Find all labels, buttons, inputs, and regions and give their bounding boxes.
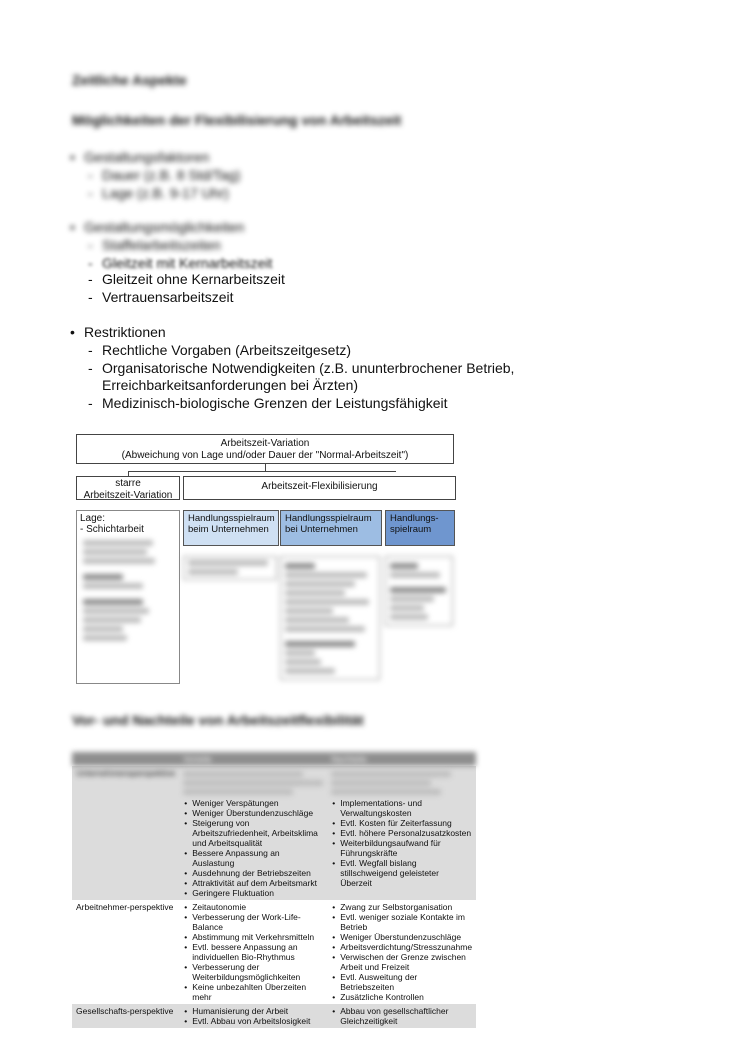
gestaltungsfaktoren-item: - Lage (z.B. 9-17 Uhr): [102, 184, 229, 202]
list-item: • Ausdehnung der Betriebszeiten: [192, 868, 323, 878]
gestaltungsmoeglichkeiten-item: - Vertrauensarbeitszeit: [102, 288, 234, 306]
list-item: • Abbau von gesellschaftlicher Gleichzeitigkeit: [340, 1006, 472, 1026]
diagram-col2-header: [280, 510, 382, 546]
connector: [128, 471, 396, 472]
list-item: • Evtl. bessere Anpassung an individuellen Bio-Rhythmus: [192, 942, 323, 962]
diagram-col3-line1: Handlungs-: [390, 513, 439, 524]
list-item: • Steigerung von Arbeitszufriedenheit, Arbeitsklima und Arbeitsqualität: [192, 818, 323, 848]
diagram-col3-content: [385, 556, 453, 626]
diagram-col3-header: [385, 510, 455, 546]
table-cell-blurred: [183, 771, 323, 795]
section-heading: Zeitliche Aspekte: [72, 72, 187, 88]
gestaltungsfaktoren-item: - Dauer (z.B. 8 Std/Tag): [102, 166, 241, 184]
diagram-col1-line1: Handlungsspielraum: [188, 513, 275, 524]
list-item: • Evtl. Ausweitung der Betriebszeiten: [340, 972, 472, 992]
diagram-col1-content: [183, 556, 277, 580]
diagram-col1-header: [183, 510, 279, 546]
list-item: • Weniger Überstundenzuschläge: [340, 932, 472, 942]
table-row-nachteile: [331, 902, 472, 1002]
diagram-top-title: Arbeitszeit-Variation: [220, 438, 310, 449]
restriktionen-item: - Organisatorische Notwendigkeiten (z.B. ununterbrochener Betrieb,: [102, 359, 514, 377]
table-row-vorteile: [183, 902, 323, 1002]
diagram-lage-box: [76, 510, 180, 684]
vor-nachteile-table: [72, 752, 476, 1028]
diagram-flexibilisierung-label: Arbeitszeit-Flexibilisierung: [261, 481, 378, 492]
table-row-vorteile: [183, 798, 323, 898]
diagram-starre-box: [76, 476, 180, 500]
diagram-col2-line1: Handlungsspielraum: [285, 513, 372, 524]
diagram-flexibilisierung-box: [183, 476, 456, 500]
restriktionen-label: • Restriktionen: [84, 323, 166, 341]
list-item: • Evtl. Abbau von Arbeitslosigkeit: [192, 1016, 323, 1026]
diagram-col2-line2: bei Unternehmen: [285, 524, 358, 535]
diagram-top-subtitle: (Abweichung von Lage und/oder Dauer der "Normal-Arbeitszeit"): [121, 450, 409, 461]
list-item: • Weiterbildungsaufwand für Führungskräfte: [340, 838, 472, 858]
gestaltungsmoeglichkeiten-label: • Gestaltungsmöglichkeiten: [84, 218, 244, 236]
diagram-lage-title: Lage:: [80, 513, 106, 524]
list-item: • Implementations- und Verwaltungskosten: [340, 798, 472, 818]
gestaltungsfaktoren-label: • Gestaltungsfaktoren: [84, 148, 209, 166]
table-header-nachteile: Nachteile: [331, 754, 367, 764]
list-item: • Weniger Überstundenzuschläge: [192, 808, 323, 818]
list-item: • Verwischen der Grenze zwischen Arbeit und Freizeit: [340, 952, 472, 972]
list-item: • Verbesserung der Work-Life-Balance: [192, 912, 323, 932]
table-row-label: Unternehmensperspektive: [76, 768, 176, 778]
diagram-starre-line1: starre: [115, 478, 141, 489]
list-item: • Humanisierung der Arbeit: [192, 1006, 323, 1016]
table-row-nachteile: [331, 798, 472, 888]
list-item: • Arbeitsverdichtung/Stresszunahme: [340, 942, 472, 952]
list-item: • Evtl. Wegfall bislang stillschweigend geleisteter Überzeit: [340, 858, 472, 888]
vor-nachteile-heading: Vor- und Nachteile von Arbeitszeitflexibilität: [72, 712, 364, 728]
list-item: • Attraktivität auf dem Arbeitsmarkt: [192, 878, 323, 888]
table-row: [72, 900, 476, 1004]
diagram-starre-line2: Arbeitszeit-Variation: [83, 490, 173, 501]
list-item: • Zwang zur Selbstorganisation: [340, 902, 472, 912]
gestaltungsmoeglichkeiten-item: - Gleitzeit mit Kernarbeitszeit: [102, 254, 272, 272]
gestaltungsmoeglichkeiten-item: - Staffelarbeitszeiten: [102, 236, 221, 254]
list-item: • Bessere Anpassung an Auslastung: [192, 848, 323, 868]
list-item: • Keine unbezahlten Überzeiten mehr: [192, 982, 323, 1002]
list-item: • Abstimmung mit Verkehrsmitteln: [192, 932, 323, 942]
list-item: • Zeitautonomie: [192, 902, 323, 912]
list-item: • Zusätzliche Kontrollen: [340, 992, 472, 1002]
list-item: • Verbesserung der Weiterbildungsmöglichkeiten: [192, 962, 323, 982]
list-item: • Weniger Verspätungen: [192, 798, 323, 808]
diagram-col2-content: [280, 556, 380, 680]
table-row: [72, 766, 476, 900]
restriktionen-item: - Medizinisch-biologische Grenzen der Leistungsfähigkeit: [102, 394, 448, 412]
diagram-lage-blurred-list: [77, 540, 179, 641]
table-row-vorteile: [183, 1006, 323, 1026]
diagram-top-box: [76, 434, 454, 464]
table-row-label: Arbeitnehmer-perspektive: [76, 902, 174, 912]
diagram-lage-item: - Schichtarbeit: [80, 524, 144, 535]
table-row: [72, 1004, 476, 1028]
list-item: • Evtl. weniger soziale Kontakte im Betrieb: [340, 912, 472, 932]
list-item: • Evtl. Kosten für Zeiterfassung: [340, 818, 472, 828]
restriktionen-item-continued: Erreichbarkeitsanforderungen bei Ärzten): [102, 377, 359, 393]
table-header-vorteile: Vorteile: [183, 754, 212, 764]
flexibilisierung-heading: Möglichkeiten der Flexibilisierung von Arbeitszeit: [72, 112, 402, 128]
restriktionen-item: - Rechtliche Vorgaben (Arbeitszeitgesetz): [102, 341, 351, 359]
table-cell-blurred: [331, 771, 472, 795]
list-item: • Evtl. höhere Personalzusatzkosten: [340, 828, 472, 838]
diagram-col1-line2: beim Unternehmen: [188, 524, 269, 535]
gestaltungsmoeglichkeiten-item: - Gleitzeit ohne Kernarbeitszeit: [102, 270, 285, 288]
table-row-nachteile: [331, 1006, 472, 1026]
diagram-col3-line2: spielraum: [390, 524, 432, 535]
table-row-label: Gesellschafts-perspektive: [76, 1006, 174, 1016]
table-header-row: [72, 752, 476, 766]
list-item: • Geringere Fluktuation: [192, 888, 323, 898]
